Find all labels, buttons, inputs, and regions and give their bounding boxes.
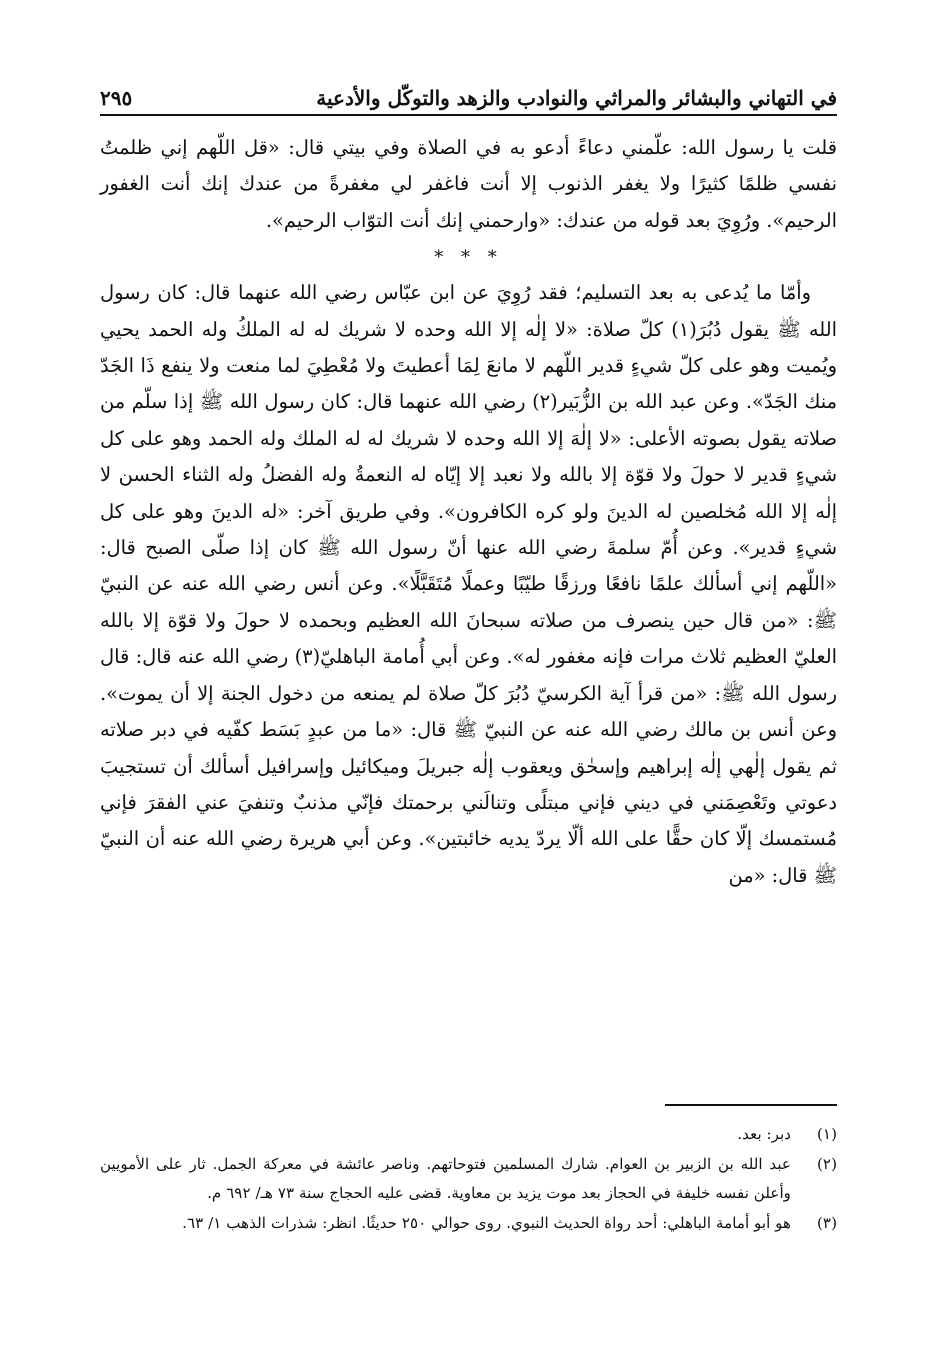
footnote bbox=[100, 1209, 837, 1239]
paragraph-2: وأمّا ما يُدعى به بعد التسليم؛ فقد رُوِيَ عن ابن عبّاس رضي الله عنهما قال: كان رسول الله ﷺ يقول دُبُرَ(١) كلّ صلاة: «لا إلٰه إلا الله وحده لا شريك له له الملكُ وله الحمد يحيي ويُميت وهو على كلّ شيءٍ قدير اللّهم لا مانعَ لِمَا أعطيتَ ولا مُعْطِيَ لما منعت ولا ينفع ذَا الجَدّ منك الجَدّ». وعن عبد الله بن الزُّبَير(٢) رضي الله عنهما قال: كان رسول الله ﷺ إذا سلّم من صلاته يقول بصوته الأعلى: «لا إلٰهَ إلا الله وحده لا شريك له له الملك وله الحمد وهو على كل شيءٍ قدير لا حولَ ولا قوّة إلا بالله ولا نعبد إلا إيّاه له النعمةُ وله الفضلُ وله الثناء الحسن لا إلٰه إلا الله مُخلصين له الدينَ ولو كره الكافرون». وفي طريق آخر: «له الدينَ وهو على كل شيءٍ قدير». وعن أُمّ سلمةَ رضي الله عنها أنّ رسول الله ﷺ كان إذا صلّى الصبح قال: «اللّهم إني أسألك علمًا نافعًا ورزقًا طيّبًا وعملًا مُتَقَبَّلًا». وعن أنس رضي الله عنه عن النبيّ ﷺ: «من قال حين ينصرف من صلاته سبحانَ الله العظيم وبحمده لا حولَ ولا قوّة إلا بالله العليّ العظيم ثلاث مرات فإنه مغفور له». وعن أبي أُمامة الباهليّ(٣) رضي الله عنه قال: قال رسول الله ﷺ: «من قرأ آية الكرسيّ دُبُرَ كلّ صلاة لم يمنعه من دخول الجنة إلا أن يموت». وعن أنس بن مالك رضي الله عنه عن النبيّ ﷺ قال: «ما من عبدٍ بَسَط كفّيه في دبر صلاته ثم يقول إلٰهي إلٰه إبراهيم وإسحٰق ويعقوب إلٰه جبريلَ وميكائيل وإسرافيل أسألك أن تستجيبَ دعوتي وتَعْصِمَني في ديني فإني مبتلًى وتنالَني برحمتك فإنّي مذنبٌ وتنفيَ عني الفقرَ فإني مُستمسك إلّا كان حقًّا على الله ألّا يردّ يديه خائبتين». وعن أبي هريرة رضي الله عنه أن النبيّ ﷺ قال: «من bbox=[100, 281, 838, 887]
header-title: في التهاني والبشائر والمراثي والنوادب والزهد والتوكّل والأدعية bbox=[316, 86, 837, 110]
page-number: ٢٩٥ bbox=[100, 86, 133, 110]
paragraph-1: قلت يا رسول الله: علّمني دعاءً أدعو به في الصلاة وفي بيتي قال: «قل اللّهم إني ظلمتُ نفسي ظلمًا كثيرًا ولا يغفر الذنوب إلا أنت فاغفر لي مغفرةً من عندك إنك أنت الغفور الرحيم». ورُوِيَ بعد قوله من عندك: «وارحمني إنك أنت التوّاب الرحيم». bbox=[100, 136, 837, 232]
footnote bbox=[100, 1120, 837, 1150]
main-text bbox=[100, 130, 837, 894]
footnote-text: هو أبو أمامة الباهلي: أحد رواة الحديث النبوي. روى حوالي ٢٥٠ حديثًا. انظر: شذرات الذهب ١/ ٦٣. bbox=[182, 1213, 791, 1232]
header-rule bbox=[100, 114, 837, 116]
footnote-rule bbox=[665, 1104, 837, 1106]
footnotes bbox=[100, 1120, 837, 1238]
footnote-number: (٢) bbox=[816, 1154, 837, 1173]
section-separator: * * * bbox=[434, 247, 503, 269]
footnote-number: (١) bbox=[816, 1125, 837, 1143]
footnote-text: دبر: بعد. bbox=[737, 1125, 791, 1143]
running-header bbox=[100, 76, 837, 110]
footnote-number: (٣) bbox=[816, 1213, 837, 1232]
footnote-text: عبد الله بن الزبير بن العوام. شارك المسلمين فتوحاتهم. وناصر عائشة في معركة الجمل. ثار على الأمويين وأعلن نفسه خليفة في الحجاز بعد موت يزيد بن معاوية. قضى عليه الحجاج سنة ٧٣ هـ/ ٦٩٢ م. bbox=[100, 1154, 791, 1202]
footnote bbox=[100, 1150, 837, 1209]
